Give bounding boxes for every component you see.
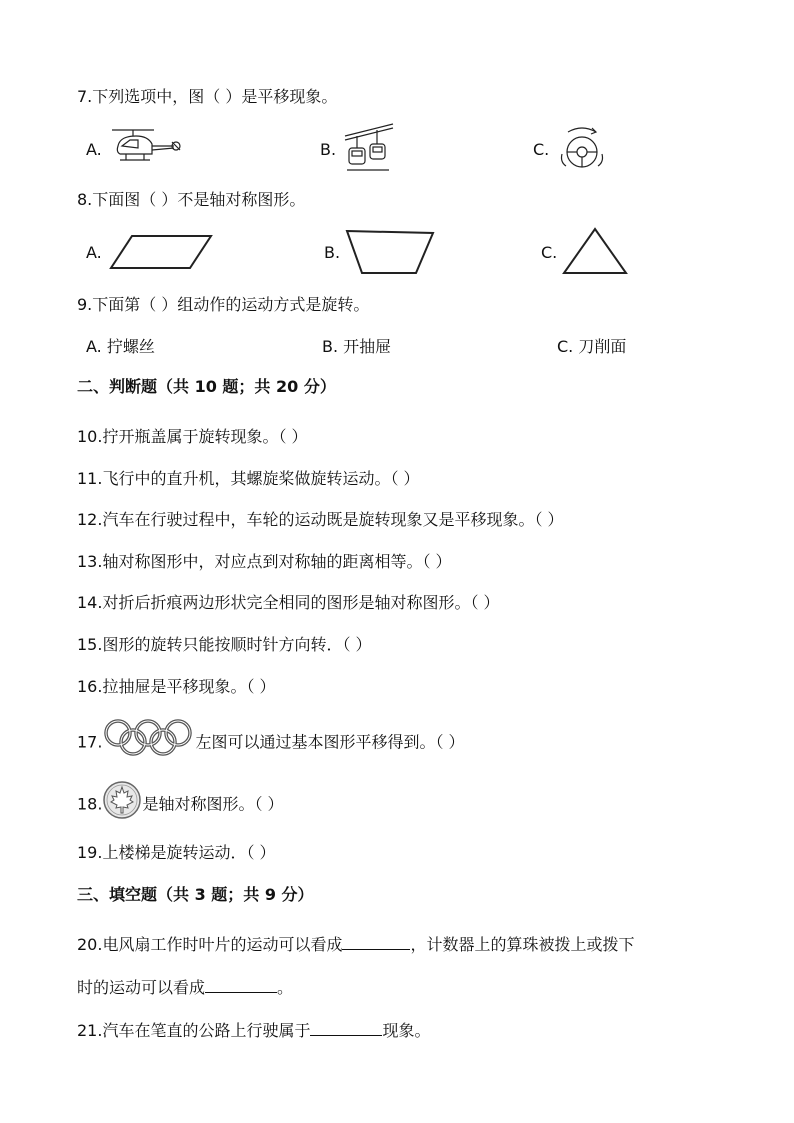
q20-line2 bbox=[77, 976, 293, 999]
maple-leaf-coin-icon bbox=[102, 780, 142, 820]
q17-row bbox=[77, 729, 465, 757]
q21-text-1: 21.汽车在笔直的公路上行驶属于 bbox=[77, 1021, 311, 1040]
parallelogram-icon bbox=[108, 233, 214, 271]
q8-option-c-label: C. bbox=[541, 243, 558, 262]
q20-text-4: 。 bbox=[277, 978, 294, 997]
q17-number: 17. bbox=[77, 732, 103, 752]
q9-option-b: B. 开抽屉 bbox=[322, 337, 392, 356]
q18-number: 18. bbox=[77, 794, 103, 814]
olympic-rings-icon bbox=[102, 717, 195, 757]
q9-option-a: A. 拧螺丝 bbox=[86, 337, 155, 356]
q20-text-2: ，计数器上的算珠被拨上或拨下 bbox=[410, 935, 635, 954]
q7-option-c-label: C. bbox=[533, 140, 550, 159]
triangle-icon bbox=[561, 226, 629, 276]
q21-line bbox=[77, 1019, 430, 1042]
section-heading-judgment: 二、判断题（共 10 题；共 20 分） bbox=[77, 377, 336, 396]
q7-stem: 7.下列选项中，图（ ）是平移现象。 bbox=[77, 87, 338, 106]
q9-option-c: C. 刀削面 bbox=[557, 337, 627, 356]
judgment-item: 16.拉抽屉是平移现象。（ ） bbox=[77, 677, 276, 696]
judgment-item: 13.轴对称图形中，对应点到对称轴的距离相等。（ ） bbox=[77, 552, 452, 571]
q19-text: 19.上楼梯是旋转运动．（ ） bbox=[77, 843, 276, 862]
q9-stem: 9.下面第（ ）组动作的运动方式是旋转。 bbox=[77, 295, 370, 314]
judgment-item: 15.图形的旋转只能按顺时针方向转．（ ） bbox=[77, 635, 372, 654]
q7-option-a-label: A. bbox=[86, 140, 102, 159]
judgment-item: 11.飞行中的直升机，其螺旋桨做旋转运动。（ ） bbox=[77, 469, 420, 488]
cable-car-icon bbox=[343, 122, 395, 172]
q7-option-b-label: B. bbox=[320, 140, 337, 159]
helicopter-icon bbox=[108, 124, 184, 172]
q8-option-b-label: B. bbox=[324, 243, 341, 262]
q20-answer-blank-1[interactable] bbox=[342, 933, 410, 950]
q20-text-1: 20.电风扇工作时叶片的运动可以看成 bbox=[77, 935, 343, 954]
q8-stem: 8.下面图（ ）不是轴对称图形。 bbox=[77, 190, 306, 209]
q18-row bbox=[77, 790, 284, 820]
q20-answer-blank-2[interactable] bbox=[205, 976, 277, 993]
judgment-item: 12.汽车在行驶过程中，车轮的运动既是旋转现象又是平移现象。（ ） bbox=[77, 510, 564, 529]
judgment-item: 14.对折后折痕两边形状完全相同的图形是轴对称图形。（ ） bbox=[77, 593, 500, 612]
section-heading-fill: 三、填空题（共 3 题；共 9 分） bbox=[77, 885, 314, 904]
q17-text: 左图可以通过基本图形平移得到。（ ） bbox=[195, 732, 465, 752]
q21-answer-blank[interactable] bbox=[310, 1019, 382, 1036]
q20-text-3: 时的运动可以看成 bbox=[77, 978, 206, 997]
q20-line1 bbox=[77, 933, 634, 956]
q18-text: 是轴对称图形。（ ） bbox=[142, 794, 284, 814]
steering-wheel-icon bbox=[556, 126, 608, 172]
trapezoid-icon bbox=[344, 228, 436, 276]
q8-option-a-label: A. bbox=[86, 243, 102, 262]
q21-text-2: 现象。 bbox=[382, 1021, 431, 1040]
judgment-item: 10.拧开瓶盖属于旋转现象。（ ） bbox=[77, 427, 308, 446]
